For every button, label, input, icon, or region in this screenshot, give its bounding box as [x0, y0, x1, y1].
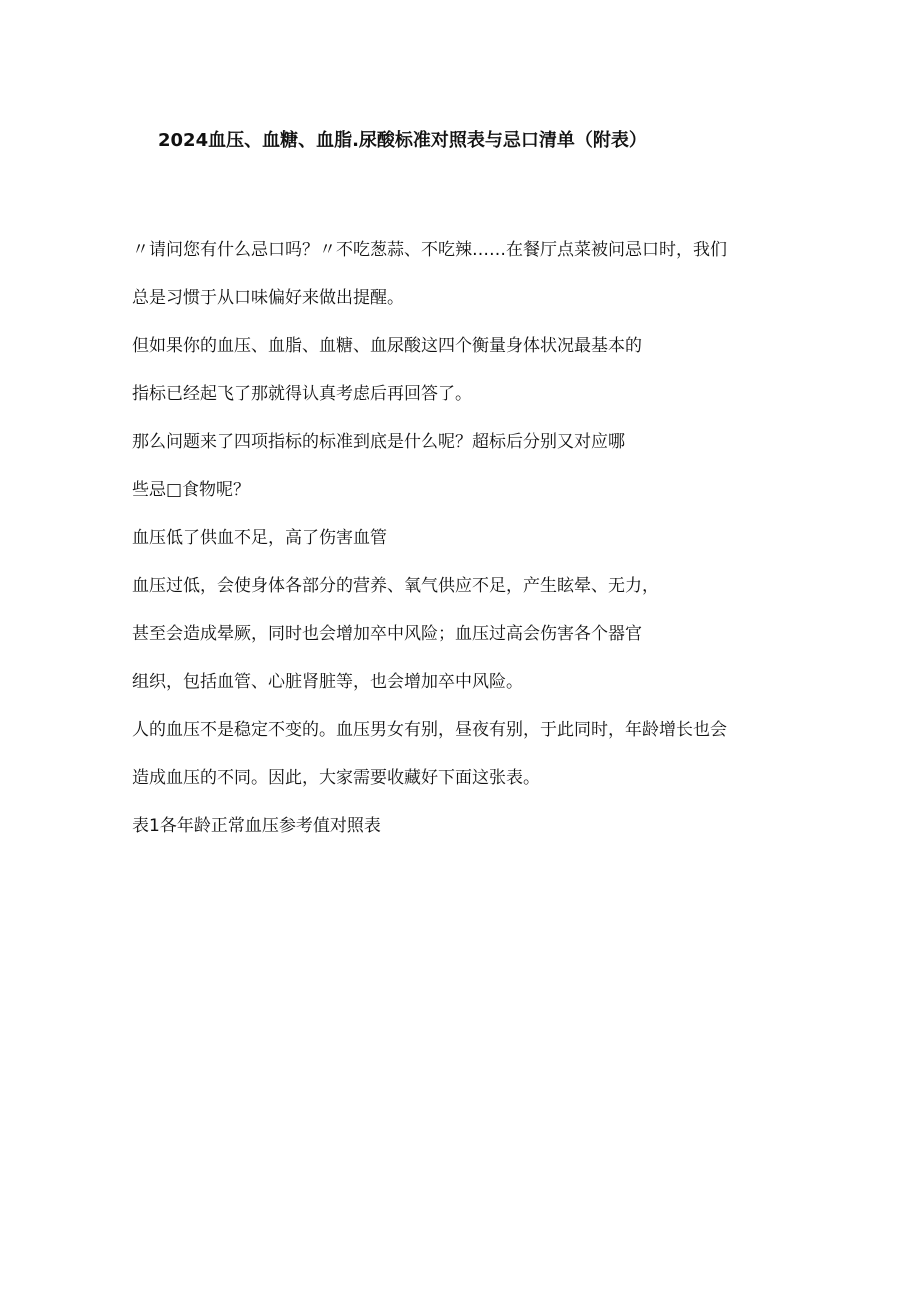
- table-caption: 表1各年龄正常血压参考值对照表: [132, 816, 381, 836]
- text-line-question-foods: 些忌□食物呢？: [132, 480, 251, 500]
- text-line-save-table: 造成血压的不同。因此，大家需要收藏好下面这张表。: [132, 768, 540, 788]
- text-line-indicators-high: 指标已经起飞了那就得认真考虑后再回答了。: [132, 384, 472, 404]
- text-line-fainting-risk: 甚至会造成晕厥，同时也会增加卒中风险；血压过高会伤害各个器官: [132, 624, 642, 644]
- text-line-low-bp: 血压过低，会使身体各部分的营养、氧气供应不足，产生眩晕、无力，: [132, 576, 659, 596]
- text-line-intro-question: 〃请问您有什么忌口吗？〃不吃葱蒜、不吃辣……在餐厅点菜被问忌口时，我们: [132, 240, 727, 260]
- text-line-four-indicators: 但如果你的血压、血脂、血糖、血尿酸这四个衡量身体状况最基本的: [132, 336, 642, 356]
- section-heading-blood-pressure: 血压低了供血不足，高了伤害血管: [132, 528, 387, 548]
- text-line-organs: 组织，包括血管、心脏肾脏等，也会增加卒中风险。: [132, 672, 523, 692]
- text-line-bp-variation: 人的血压不是稳定不变的。血压男女有别，昼夜有别，于此同时，年龄增长也会: [132, 720, 727, 740]
- text-line-intro-habit: 总是习惯于从口味偏好来做出提醒。: [132, 288, 404, 308]
- document-title: 2024血压、血糖、血脂.尿酸标准对照表与忌口清单（附表）: [158, 130, 647, 151]
- text-line-question-standards: 那么问题来了四项指标的标准到底是什么呢？超标后分别又对应哪: [132, 432, 625, 452]
